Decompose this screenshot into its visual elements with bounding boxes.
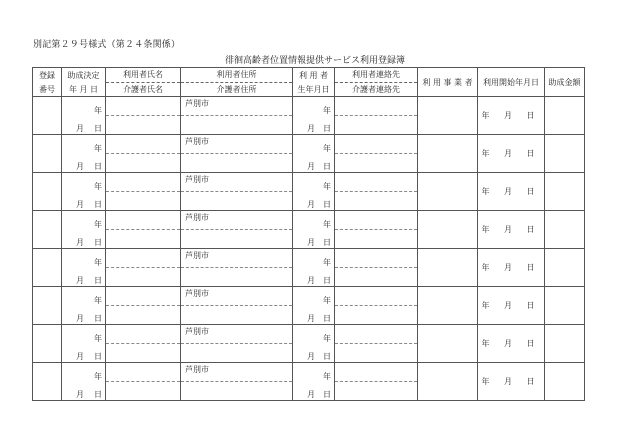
decision-date-cell[interactable]: 年 月 日: [62, 325, 106, 363]
provider-cell[interactable]: [418, 325, 478, 363]
birth-date-cell[interactable]: 年 月 日: [293, 325, 335, 363]
provider-cell[interactable]: [418, 173, 478, 211]
header-row: [33, 68, 585, 97]
address-cell[interactable]: [181, 363, 293, 401]
decision-date-cell[interactable]: 年 月 日: [62, 363, 106, 401]
decision-date-cell[interactable]: 年 月 日: [62, 287, 106, 325]
birth-date-cell[interactable]: 年 月 日: [293, 363, 335, 401]
address-cell[interactable]: [181, 325, 293, 363]
start-date-cell[interactable]: 年 月 日: [478, 249, 545, 287]
names-cell[interactable]: [106, 135, 181, 173]
provider-cell[interactable]: [418, 249, 478, 287]
table-row: [33, 135, 585, 173]
provider-cell[interactable]: [418, 287, 478, 325]
names-cell[interactable]: [106, 363, 181, 401]
city-label: 芦別市: [185, 289, 209, 298]
table-row: [33, 325, 585, 363]
decision-date-cell[interactable]: 年 月 日: [62, 97, 106, 135]
names-cell[interactable]: [106, 325, 181, 363]
form-number: 別記第２９号様式（第２４条関係）: [33, 40, 181, 50]
birth-date-cell[interactable]: 年 月 日: [293, 287, 335, 325]
subsidy-cell[interactable]: [545, 287, 585, 325]
contacts-cell[interactable]: [335, 173, 418, 211]
registration-table: [32, 67, 585, 401]
city-label: 芦別市: [185, 327, 209, 336]
address-cell[interactable]: [181, 211, 293, 249]
reg-no-cell[interactable]: [33, 173, 62, 211]
table-row: [33, 173, 585, 211]
table-row: [33, 363, 585, 401]
city-label: 芦別市: [185, 175, 209, 184]
birth-date-cell[interactable]: 年 月 日: [293, 249, 335, 287]
contacts-cell[interactable]: [335, 135, 418, 173]
names-cell[interactable]: [106, 249, 181, 287]
start-date-cell[interactable]: 年 月 日: [478, 287, 545, 325]
header-decision-date: 助成決定 年 月 日: [62, 68, 106, 97]
start-date-cell[interactable]: 年 月 日: [478, 325, 545, 363]
header-addresses: 利用者住所 介護者住所: [181, 68, 293, 97]
city-label: 芦別市: [185, 137, 209, 146]
reg-no-cell[interactable]: [33, 249, 62, 287]
address-cell[interactable]: [181, 173, 293, 211]
city-label: 芦別市: [185, 99, 209, 108]
city-label: 芦別市: [185, 251, 209, 260]
decision-date-cell[interactable]: 年 月 日: [62, 249, 106, 287]
start-date-cell[interactable]: 年 月 日: [478, 97, 545, 135]
contacts-cell[interactable]: [335, 363, 418, 401]
header-contacts: 利用者連絡先 介護者連絡先: [335, 68, 418, 97]
contacts-cell[interactable]: [335, 249, 418, 287]
city-label: 芦別市: [185, 213, 209, 222]
contacts-cell[interactable]: [335, 97, 418, 135]
table-row: [33, 249, 585, 287]
city-label: 芦別市: [185, 365, 209, 374]
subsidy-cell[interactable]: [545, 325, 585, 363]
decision-date-cell[interactable]: 年 月 日: [62, 173, 106, 211]
header-start-date: 利用開始年月日: [478, 68, 545, 97]
header-names: 利用者氏名 介護者氏名: [106, 68, 181, 97]
document-title: 徘徊高齢者位置情報提供サービス利用登録簿: [224, 56, 405, 66]
address-cell[interactable]: [181, 97, 293, 135]
table-row: [33, 211, 585, 249]
provider-cell[interactable]: [418, 97, 478, 135]
contacts-cell[interactable]: [335, 287, 418, 325]
names-cell[interactable]: [106, 173, 181, 211]
start-date-cell[interactable]: 年 月 日: [478, 173, 545, 211]
start-date-cell[interactable]: 年 月 日: [478, 363, 545, 401]
birth-date-cell[interactable]: 年 月 日: [293, 135, 335, 173]
names-cell[interactable]: [106, 211, 181, 249]
names-cell[interactable]: [106, 97, 181, 135]
decision-date-cell[interactable]: 年 月 日: [62, 211, 106, 249]
table-row: [33, 97, 585, 135]
subsidy-cell[interactable]: [545, 97, 585, 135]
reg-no-cell[interactable]: [33, 135, 62, 173]
contacts-cell[interactable]: [335, 211, 418, 249]
birth-date-cell[interactable]: 年 月 日: [293, 211, 335, 249]
reg-no-cell[interactable]: [33, 287, 62, 325]
birth-date-cell[interactable]: 年 月 日: [293, 173, 335, 211]
start-date-cell[interactable]: 年 月 日: [478, 211, 545, 249]
decision-date-cell[interactable]: 年 月 日: [62, 135, 106, 173]
reg-no-cell[interactable]: [33, 325, 62, 363]
contacts-cell[interactable]: [335, 325, 418, 363]
reg-no-cell[interactable]: [33, 97, 62, 135]
table-row: [33, 287, 585, 325]
header-reg-no: 登録 番号: [33, 68, 62, 97]
provider-cell[interactable]: [418, 135, 478, 173]
birth-date-cell[interactable]: 年 月 日: [293, 97, 335, 135]
header-birth-date: 利 用 者 生年月日: [293, 68, 335, 97]
names-cell[interactable]: [106, 287, 181, 325]
subsidy-cell[interactable]: [545, 135, 585, 173]
subsidy-cell[interactable]: [545, 211, 585, 249]
reg-no-cell[interactable]: [33, 211, 62, 249]
subsidy-cell[interactable]: [545, 173, 585, 211]
address-cell[interactable]: [181, 249, 293, 287]
subsidy-cell[interactable]: [545, 363, 585, 401]
header-subsidy: 助成金額: [545, 68, 585, 97]
header-provider: 利 用 事 業 者: [418, 68, 478, 97]
provider-cell[interactable]: [418, 363, 478, 401]
address-cell[interactable]: [181, 287, 293, 325]
start-date-cell[interactable]: 年 月 日: [478, 135, 545, 173]
subsidy-cell[interactable]: [545, 249, 585, 287]
provider-cell[interactable]: [418, 211, 478, 249]
address-cell[interactable]: [181, 135, 293, 173]
reg-no-cell[interactable]: [33, 363, 62, 401]
